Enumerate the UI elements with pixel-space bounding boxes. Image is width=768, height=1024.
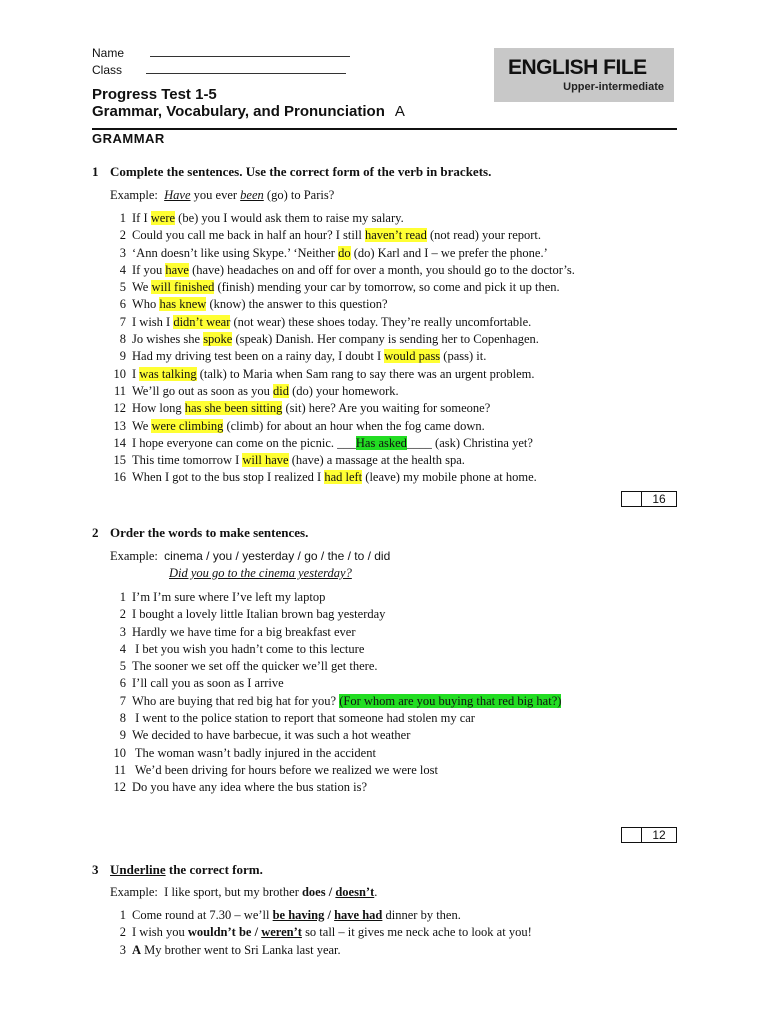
section-3-instruction — [92, 862, 263, 878]
list-item — [104, 262, 575, 279]
list-item — [104, 245, 575, 262]
brand-title: ENGLISH FILE — [508, 56, 647, 79]
example-pre: I like sport, but my brother — [164, 885, 302, 899]
item-text: The sooner we set off the quicker we’ll get there. — [132, 659, 378, 674]
item-text-end: (sit) here? Are you waiting for someone? — [282, 401, 491, 416]
item-text: If you — [132, 262, 166, 277]
item-text: I wish you — [132, 925, 188, 940]
item-number: 2 — [119, 228, 126, 243]
item-text: When I got to the bus stop I realized I — [132, 470, 325, 485]
item-text-end: (do) your homework. — [288, 383, 399, 398]
name-field — [92, 45, 350, 60]
list-item — [104, 693, 561, 710]
item-number: 11 — [113, 762, 126, 777]
answer-highlight[interactable]: was talking — [139, 366, 197, 381]
section-heading: GRAMMAR — [92, 131, 165, 146]
option-2[interactable]: have had — [334, 908, 383, 922]
section-2-score-box — [621, 827, 677, 843]
item-number: 10 — [113, 366, 126, 381]
list-item — [104, 400, 575, 417]
list-item — [104, 227, 575, 244]
item-text: Come round at 7.30 – we’ll — [132, 908, 273, 922]
item-text: I went to the police station to report that someone had stolen my car — [132, 711, 475, 726]
item-text-end: (not read) your report. — [426, 228, 542, 243]
section-3-underline-word: Underline — [110, 862, 166, 877]
item-text: We’d been driving for hours before we realized we were lost — [132, 762, 438, 777]
item-text: I’ll call you as soon as I arrive — [132, 676, 284, 691]
list-item — [104, 296, 575, 313]
example-end: . — [374, 885, 378, 899]
item-text-end: (speak) Danish. Her company is sending her to Copenhagen. — [232, 332, 539, 347]
section-3-number: 3 — [92, 862, 99, 877]
list-item — [104, 762, 561, 779]
item-number: 1 — [119, 590, 126, 604]
example-words: cinema / you / yesterday / go / the / to / did — [164, 549, 391, 563]
section-2-number: 2 — [92, 525, 99, 540]
test-title: Progress Test 1-5 — [92, 86, 217, 103]
item-number: 14 — [113, 435, 126, 450]
list-item — [104, 435, 575, 452]
item-text: I’m I’m sure where I’ve left my laptop — [132, 590, 326, 604]
item-number: 5 — [119, 659, 126, 674]
item-number: 4 — [119, 641, 126, 656]
list-item — [104, 658, 561, 675]
example-answer-1: Have — [164, 188, 191, 202]
class-blank[interactable] — [146, 62, 346, 74]
option-separator: / — [324, 908, 335, 922]
list-item — [104, 469, 575, 486]
item-text: If I — [132, 211, 151, 225]
example-answer-2: been — [240, 188, 264, 202]
example-label: Example: — [110, 885, 158, 899]
test-subtitle-row — [92, 103, 405, 120]
list-item — [104, 210, 575, 227]
item-text: I bet you wish you hadn’t come to this lecture — [132, 641, 365, 656]
example-label: Example: — [110, 188, 158, 202]
item-number: 1 — [119, 211, 126, 225]
item-text: Who are buying that red big hat for you? — [132, 693, 340, 708]
list-item — [104, 383, 575, 400]
test-subtitle: Grammar, Vocabulary, and Pronunciation — [92, 103, 385, 120]
list-item — [104, 314, 575, 331]
answer-highlight[interactable]: have — [165, 262, 189, 277]
example-option-2: doesn’t — [335, 885, 375, 899]
test-version: A — [394, 103, 405, 120]
list-item — [104, 452, 575, 469]
item-number: 12 — [113, 780, 126, 795]
item-number: 16 — [113, 470, 126, 485]
item-text: We — [132, 418, 152, 433]
item-text-end: (talk) to Maria when Sam rang to say there was an urgent problem. — [196, 366, 535, 381]
name-label: Name — [92, 46, 125, 60]
item-number: 9 — [119, 728, 126, 743]
item-text: The woman wasn’t badly injured in the accident — [132, 745, 376, 760]
english-file-logo — [494, 48, 674, 102]
answer-highlight[interactable]: will finished — [151, 280, 215, 295]
answer-highlight[interactable]: has knew — [159, 297, 207, 312]
item-number: 13 — [113, 418, 126, 433]
item-number: 5 — [119, 280, 126, 295]
item-text: I hope everyone can come on the picnic. ___ — [132, 435, 356, 450]
list-item — [104, 418, 575, 435]
item-number: 1 — [119, 908, 126, 922]
answer-highlight[interactable]: will have — [242, 453, 289, 468]
item-text: Could you call me back in half an hour? I still — [132, 228, 365, 243]
answer-highlight[interactable]: would pass — [384, 349, 441, 364]
section-2-score: 12 — [641, 828, 676, 842]
class-label: Class — [92, 63, 123, 77]
example-separator: / — [325, 885, 336, 899]
list-item — [104, 727, 561, 744]
example-label: Example: — [110, 549, 158, 563]
item-number: 9 — [119, 349, 126, 364]
item-number: 3 — [119, 624, 126, 639]
option-separator: / — [251, 925, 262, 940]
example-answer: Did you go to the cinema yesterday? — [169, 566, 352, 580]
brand-subtitle: Upper-intermediate — [563, 81, 664, 93]
option-2[interactable]: weren’t — [261, 925, 302, 940]
item-text: Hardly we have time for a big breakfast ever — [132, 624, 356, 639]
item-text: Had my driving test been on a rainy day, I doubt I — [132, 349, 385, 364]
list-item — [104, 779, 561, 796]
list-item — [104, 279, 575, 296]
item-text-end: (leave) my mobile phone at home. — [362, 470, 537, 485]
section-1-items — [104, 210, 575, 487]
section-3-example — [110, 885, 377, 900]
section-1-score: 16 — [641, 492, 676, 506]
item-text: I wish I — [132, 314, 174, 329]
answer-highlight[interactable]: were climbing — [151, 418, 224, 433]
answer-highlight[interactable]: haven’t read — [364, 228, 427, 243]
item-number: 3 — [119, 942, 126, 957]
item-text-end: (know) the answer to this question? — [206, 297, 388, 312]
list-item — [104, 331, 575, 348]
item-text-end: (not wear) these shoes today. They’re really uncomfortable. — [230, 314, 532, 329]
item-text-end: (have) a massage at the health spa. — [288, 453, 465, 468]
section-1-example — [110, 188, 334, 203]
section-1-number: 1 — [92, 164, 99, 179]
section-1-text: Complete the sentences. Use the correct form of the verb in brackets. — [110, 164, 492, 179]
item-text: We decided to have barbecue, it was such a hot weather — [132, 728, 411, 743]
section-1-instruction — [92, 164, 491, 180]
list-item — [104, 942, 532, 959]
item-text: ‘Ann doesn’t like using Skype.’ ‘Neither — [132, 245, 339, 260]
class-field — [92, 62, 346, 77]
item-text-end: dinner by then. — [382, 908, 461, 922]
answer-highlight[interactable]: Has asked — [355, 435, 407, 450]
speaker-label: A — [132, 942, 142, 957]
section-2-instruction — [92, 525, 308, 541]
item-number: 8 — [119, 711, 126, 726]
answer-highlight[interactable]: were — [150, 211, 176, 225]
list-item — [104, 606, 561, 623]
answer-highlight[interactable]: spoke — [203, 332, 233, 347]
section-3-items — [104, 907, 532, 959]
item-number: 3 — [119, 245, 126, 260]
list-item — [104, 589, 561, 606]
answer-highlight[interactable]: didn’t wear — [173, 314, 231, 329]
item-text-end: (climb) for about an hour when the fog came down. — [223, 418, 485, 433]
list-item — [104, 710, 561, 727]
answer-highlight[interactable]: do — [338, 245, 351, 260]
item-number: 2 — [119, 925, 126, 940]
list-item — [104, 924, 532, 941]
item-text: This time tomorrow I — [132, 453, 243, 468]
example-option-1: does — [301, 885, 326, 899]
item-number: 10 — [113, 745, 126, 760]
answer-highlight[interactable]: has she been sitting — [184, 401, 283, 416]
item-text: My brother went to Sri Lanka last year. — [141, 942, 341, 957]
list-item — [104, 348, 575, 365]
item-text: How long — [132, 401, 185, 416]
item-text: Who — [132, 297, 160, 312]
item-text-end: ____ (ask) Christina yet? — [406, 435, 533, 450]
item-number: 7 — [119, 314, 126, 329]
item-text: Jo wishes she — [132, 332, 204, 347]
item-number: 12 — [113, 401, 126, 416]
item-text-end: (do) Karl and I – we prefer the phone.’ — [350, 245, 548, 260]
item-text: We — [132, 280, 152, 295]
answer-highlight[interactable]: (For whom are you buying that red big hat?) — [339, 693, 562, 708]
list-item — [104, 907, 532, 924]
section-2-text: Order the words to make sentences. — [110, 525, 309, 540]
section-2-example — [110, 549, 390, 564]
list-item — [104, 745, 561, 762]
item-text-end: so tall – it gives me neck ache to look at you! — [301, 925, 532, 940]
item-text: Do you have any idea where the bus station is? — [132, 780, 368, 795]
option-1[interactable]: be having — [272, 908, 325, 922]
section-1-score-box — [621, 491, 677, 507]
item-text: I — [132, 366, 140, 381]
item-text-end: (be) you I would ask them to raise my salary. — [175, 211, 404, 225]
header-divider — [92, 128, 677, 130]
item-text-end: (have) headaches on and off for over a month, you should go to the doctor’s. — [188, 262, 575, 277]
section-3-text: the correct form. — [165, 862, 263, 877]
item-number: 7 — [119, 693, 126, 708]
item-number: 8 — [119, 332, 126, 347]
list-item — [104, 624, 561, 641]
list-item — [104, 641, 561, 658]
name-blank[interactable] — [150, 45, 350, 57]
item-number: 2 — [119, 607, 126, 622]
item-number: 6 — [119, 297, 126, 312]
answer-highlight[interactable]: did — [273, 383, 289, 398]
list-item — [104, 675, 561, 692]
item-number: 11 — [113, 383, 126, 398]
item-number: 15 — [113, 453, 126, 468]
example-text-2: (go) to Paris? — [263, 188, 335, 202]
section-2-items — [104, 589, 561, 797]
item-number: 4 — [119, 262, 126, 277]
item-text-end: (pass) it. — [440, 349, 487, 364]
option-1[interactable]: wouldn’t be — [187, 925, 252, 940]
item-text-end: (finish) mending your car by tomorrow, so come and pick it up then. — [214, 280, 560, 295]
section-2-example-answer — [169, 566, 352, 581]
item-text: I bought a lovely little Italian brown bag yesterday — [132, 607, 386, 622]
list-item — [104, 366, 575, 383]
answer-highlight[interactable]: had left — [324, 470, 363, 485]
item-number: 6 — [119, 676, 126, 691]
example-text-1: you ever — [190, 188, 241, 202]
item-text: We’ll go out as soon as you — [132, 383, 273, 398]
